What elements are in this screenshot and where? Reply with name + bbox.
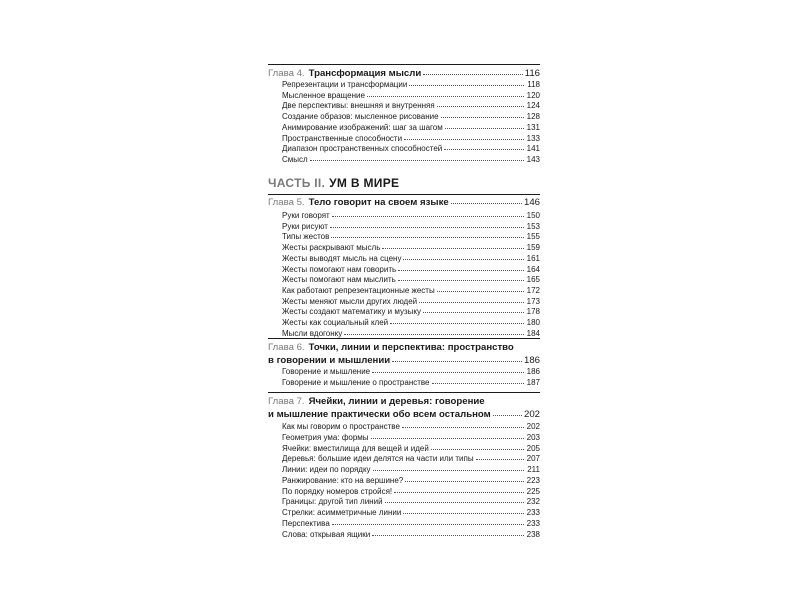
page-number: 187 [526,378,540,387]
entry-title: Создание образов: мысленное рисование [282,112,439,122]
entry-title: Мысленное вращение [282,90,365,100]
toc-entry [282,242,540,253]
toc-entry [282,133,540,144]
page-number: 173 [526,296,540,306]
page-number: 186 [526,367,540,376]
chapter-title: Трансформация мысли [308,68,422,79]
toc-entry [282,210,540,221]
dot-leader [394,491,524,493]
page-number: 225 [526,486,540,496]
page-number: 120 [526,90,540,100]
page-number: 202 [526,422,540,431]
dot-leader [476,458,524,460]
dot-leader [444,148,524,150]
dot-leader [392,360,522,362]
entry-title: По порядку номеров стройся! [282,486,393,496]
toc-entry [282,464,540,475]
toc-entry [282,507,540,518]
entry-title: Диапазон пространственных способностей [282,144,443,154]
entry-title: Линии: идеи по порядку [282,465,371,474]
chapter-title: Ячейки, линии и деревья: говорение [308,396,485,407]
toc-entry [282,443,540,454]
entry-title: Стрелки: асимметричные линии [282,508,402,517]
entry-title: Жесты создают математику и музыку [282,307,421,317]
chapter-rule [268,338,540,339]
dot-leader [423,73,522,75]
chapter-6-entry [268,341,540,354]
entry-title: Две перспективы: внешняя и внутренняя [282,101,435,111]
toc-entry [282,475,540,486]
dot-leader [432,382,524,384]
part-heading [268,176,399,190]
toc-entry [282,432,540,443]
entry-title: Деревья: большие идеи делятся на части или типы [282,454,474,464]
dot-leader [423,311,524,313]
entry-title: Мысли вдогонку [282,328,343,338]
entry-title: Жесты помогают нам говорить [282,264,397,274]
entry-title: Говорение и мышление [282,367,371,376]
toc-entry [282,486,540,497]
dot-leader [373,469,524,471]
chapter-title-cont: в говорении и мышлении [268,355,391,366]
entry-title: Границы: другой тип линий [282,497,383,507]
dot-leader [405,480,524,482]
toc-entry [282,122,540,133]
toc-entry [282,529,540,540]
toc-entry [282,421,540,432]
entry-title: Слова: открывая ящики [282,529,371,539]
toc-entry [282,317,540,328]
chapter-title-cont: и мышление практически обо всем остальном [268,409,491,420]
page-number: 159 [526,243,540,253]
toc-entry [282,253,540,264]
entry-title: Геометрия ума: формы [282,432,369,442]
toc-entry [282,366,540,377]
toc-entry [282,296,540,307]
dot-leader [398,279,524,281]
page-number: 131 [526,122,540,132]
toc-entry [282,111,540,122]
toc-entry [282,100,540,111]
toc-entry [282,306,540,317]
toc-entry [282,453,540,464]
dot-leader [310,159,524,161]
page-number: 211 [527,465,540,474]
dot-leader [437,105,524,107]
dot-leader [330,226,524,228]
chapter-title: Точки, линии и перспектива: пространство [308,342,514,353]
page-number: 141 [526,144,540,154]
dot-leader [404,138,524,140]
page-number: 202 [523,409,540,420]
page-number: 133 [526,133,540,143]
dot-leader [372,534,524,536]
entry-title: Смысл [282,154,308,164]
toc-entry [282,496,540,507]
entry-title: Как мы говорим о пространстве [282,422,400,431]
dot-leader [332,215,524,217]
toc-entry [282,143,540,154]
dot-leader [445,127,524,129]
page-number: 155 [526,232,540,242]
dot-leader [331,236,524,238]
chapter-5-entry [268,196,540,209]
dot-leader [402,426,524,428]
chapter-7-entry [268,395,540,408]
page-number: 233 [526,518,540,528]
entry-title: Жесты меняют мысли других людей [282,296,418,306]
chapter-7-entry-cont [268,408,540,421]
toc-entry [282,90,540,101]
chapter-rule [268,64,540,65]
dot-leader [385,501,524,503]
chapter-label: Глава 5. [268,197,305,208]
chapter-label: Глава 6. [268,342,305,353]
dot-leader [372,371,524,373]
page-number: 207 [526,454,540,464]
dot-leader [493,414,522,416]
entry-title: Репрезентации и трансформации [282,80,408,89]
entry-title: Жесты помогают нам мыслить [282,275,396,285]
page-number: 153 [526,221,540,231]
entry-title: Перспектива [282,518,330,528]
page-number: 233 [526,508,540,517]
entry-title: Жесты раскрывают мысль [282,243,381,253]
toc-entry [282,518,540,529]
toc-entry [282,154,540,165]
dot-leader [431,448,524,450]
toc-entry [282,274,540,285]
toc-entry [282,231,540,242]
dot-leader [451,202,522,204]
entry-title: Руки говорят [282,211,330,220]
dot-leader [398,269,524,271]
page-number: 238 [526,529,540,539]
entry-title: Руки рисуют [282,221,328,231]
chapter-title: Тело говорит на своем языке [308,197,449,208]
dot-leader [332,523,524,525]
entry-title: Анимирование изображений: шаг за шагом [282,122,443,132]
toc-entry [282,377,540,388]
page-number: 143 [526,154,540,164]
page-number: 164 [526,264,540,274]
page-number: 124 [526,101,540,111]
page-number: 146 [523,197,540,208]
toc-entry [282,285,540,296]
dot-leader [390,322,524,324]
dot-leader [441,116,524,118]
page-number: 116 [524,68,540,79]
entry-title: Жесты выводят мысль на сцену [282,253,402,263]
dot-leader [403,258,524,260]
page-number: 223 [526,475,540,485]
dot-leader [409,84,524,86]
entry-title: Говорение и мышление о пространстве [282,378,430,387]
entry-title: Типы жестов [282,232,330,242]
page-number: 184 [526,328,540,338]
toc-entry [282,264,540,275]
toc-entry [282,221,540,232]
page-number: 232 [526,497,540,507]
toc-entry [282,79,540,90]
page-number: 165 [526,275,540,285]
entry-title: Как работают репрезентационные жесты [282,285,435,295]
chapter-label: Глава 7. [268,396,305,407]
entry-title: Ячейки: вместилища для вещей и идей [282,443,429,453]
chapter-rule [268,392,540,393]
part-title: УМ В МИРЕ [329,176,400,190]
dot-leader [344,333,524,335]
dot-leader [403,512,524,514]
part-label: ЧАСТЬ II. [268,176,326,190]
dot-leader [382,247,524,249]
page-number: 118 [527,80,540,89]
dot-leader [371,437,524,439]
page-number: 178 [526,307,540,317]
chapter-rule [268,194,540,195]
entry-title: Пространственные способности [282,133,403,143]
entry-title: Ранжирование: кто на вершине? [282,475,404,485]
page-number: 205 [526,443,540,453]
page-number: 203 [526,432,540,442]
page-number: 161 [526,253,540,263]
chapter-label: Глава 4. [268,68,305,79]
page-number: 128 [526,112,540,122]
dot-leader [367,95,524,97]
dot-leader [419,301,524,303]
dot-leader [437,290,524,292]
entry-title: Жесты как социальный клей [282,318,389,327]
page-number: 150 [526,211,540,220]
page-number: 186 [523,355,540,366]
page-number: 180 [526,318,540,327]
page-number: 172 [526,285,540,295]
